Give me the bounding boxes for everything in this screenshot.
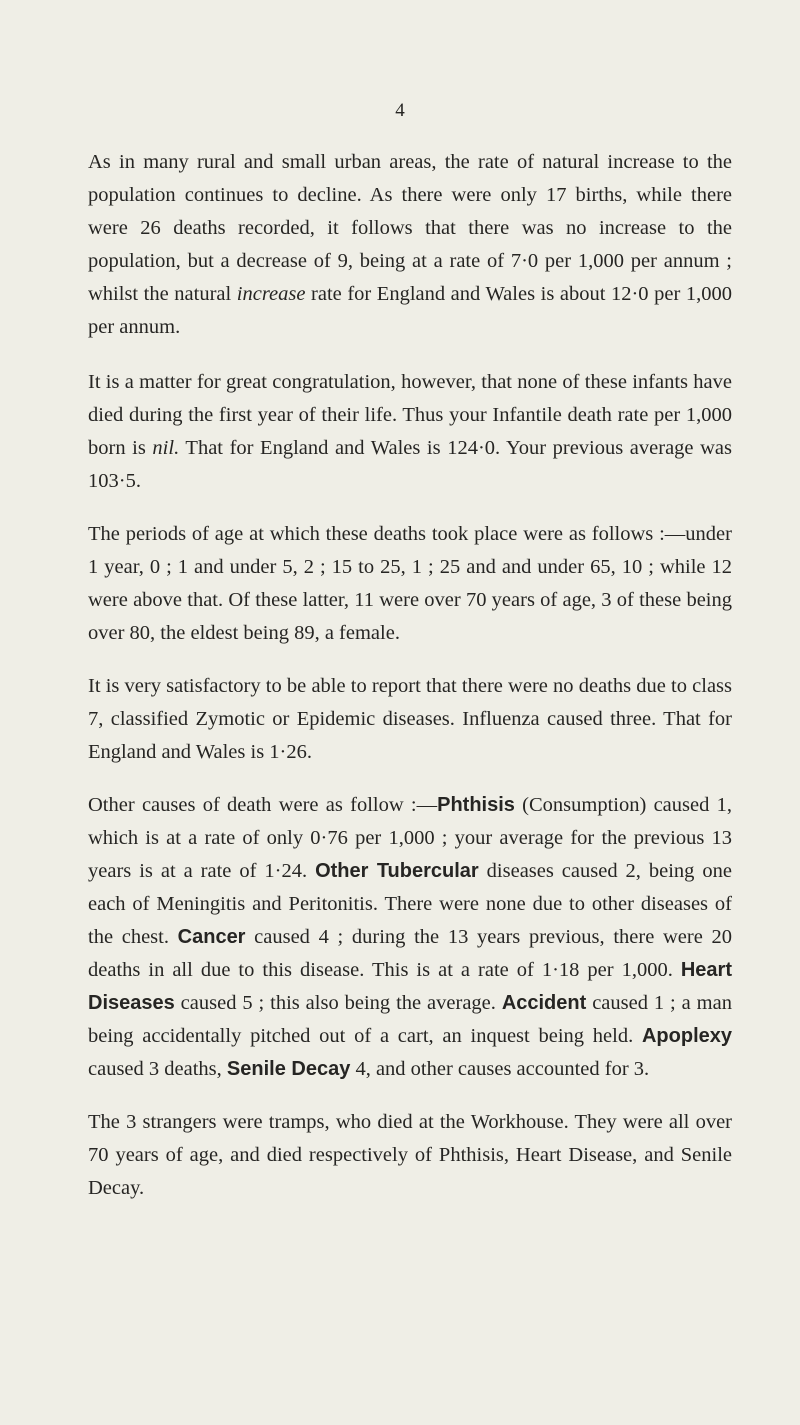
text-run: That for England and Wales is 124·0. Your previous average was 103·5. xyxy=(88,437,732,492)
paragraph-age-periods: The periods of age at which these deaths took place were as follows :—under 1 year, 0 ; 1 and under 5, 2 ; 15 to 25, 1 ; 25 and and under 65, 10 ; while 12 were above that. Of these latter, 11 were over 70 years of age, 3 of these being over 80, the eldest being 89, a female. xyxy=(88,523,732,644)
heading-accident: Accident xyxy=(501,992,587,1014)
text-run: caused 3 deaths, xyxy=(88,1058,227,1080)
paragraph-zymotic-diseases: It is very satisfactory to be able to report that there were no deaths due to class 7, classified Zymotic or Epidemic diseases. Influenza caused three. That for England and Wales is 1·26. xyxy=(88,675,732,763)
heading-senile-decay: Senile Decay xyxy=(226,1058,351,1080)
heading-phthisis: Phthisis xyxy=(437,794,515,816)
text-run: As in many rural and small urban areas, the rate of natural increase to the population continues to decline. As there were only 17 births, while there were 26 deaths recorded, it follows that there was no increase to the population, but a decrease of 9, being at a rate of 7·0 per 1,000 per annum ; whilst the natural xyxy=(88,151,732,305)
paragraph-infantile-death-rate xyxy=(88,366,732,498)
italic-emphasis: nil. xyxy=(152,437,180,459)
text-run: It is a matter for great congratulation, however, that none of these infants have died during the first year of their life. Thus your Infantile death rate per 1,000 born is xyxy=(88,371,732,459)
paragraph-natural-increase xyxy=(88,146,732,344)
italic-emphasis: increase xyxy=(236,283,306,305)
text-run: caused 1 ; a man being accidentally pitched out of a cart, an inquest being held. xyxy=(88,992,732,1047)
heading-apoplexy: Apoplexy xyxy=(641,1025,732,1047)
text-run: caused 4 ; during the 13 years previous, there were 20 deaths in all due to this disease. This is at a rate of 1·18 per 1,000. xyxy=(88,926,733,981)
text-run: rate for England and Wales is about 12·0 per 1,000 per annum. xyxy=(88,283,732,338)
page-number: 4 xyxy=(395,100,405,121)
text-run: Other causes of death were as follow :— xyxy=(88,794,438,816)
heading-cancer: Cancer xyxy=(177,926,246,948)
heading-heart-diseases: Heart Diseases xyxy=(88,959,732,1014)
text-run: 4, and other causes accounted for 3. xyxy=(350,1058,650,1080)
report-body xyxy=(88,146,732,1225)
text-run: caused 5 ; this also being the average. xyxy=(174,992,502,1014)
paragraph-strangers: The 3 strangers were tramps, who died at the Workhouse. They were all over 70 years of age, and died respectively of Phthisis, Heart Disease, and Senile Decay. xyxy=(88,1111,732,1199)
paragraph-causes-of-death xyxy=(88,789,732,1086)
heading-other-tubercular: Other Tubercular xyxy=(315,860,479,882)
text-run: diseases caused 2, being one each of Meningitis and Peritonitis. There were none due to other diseases of the chest. xyxy=(88,860,732,948)
text-run: (Consumption) caused 1, which is at a rate of only 0·76 per 1,000 ; your average for the previous 13 years is at a rate of 1·24. xyxy=(88,794,732,882)
